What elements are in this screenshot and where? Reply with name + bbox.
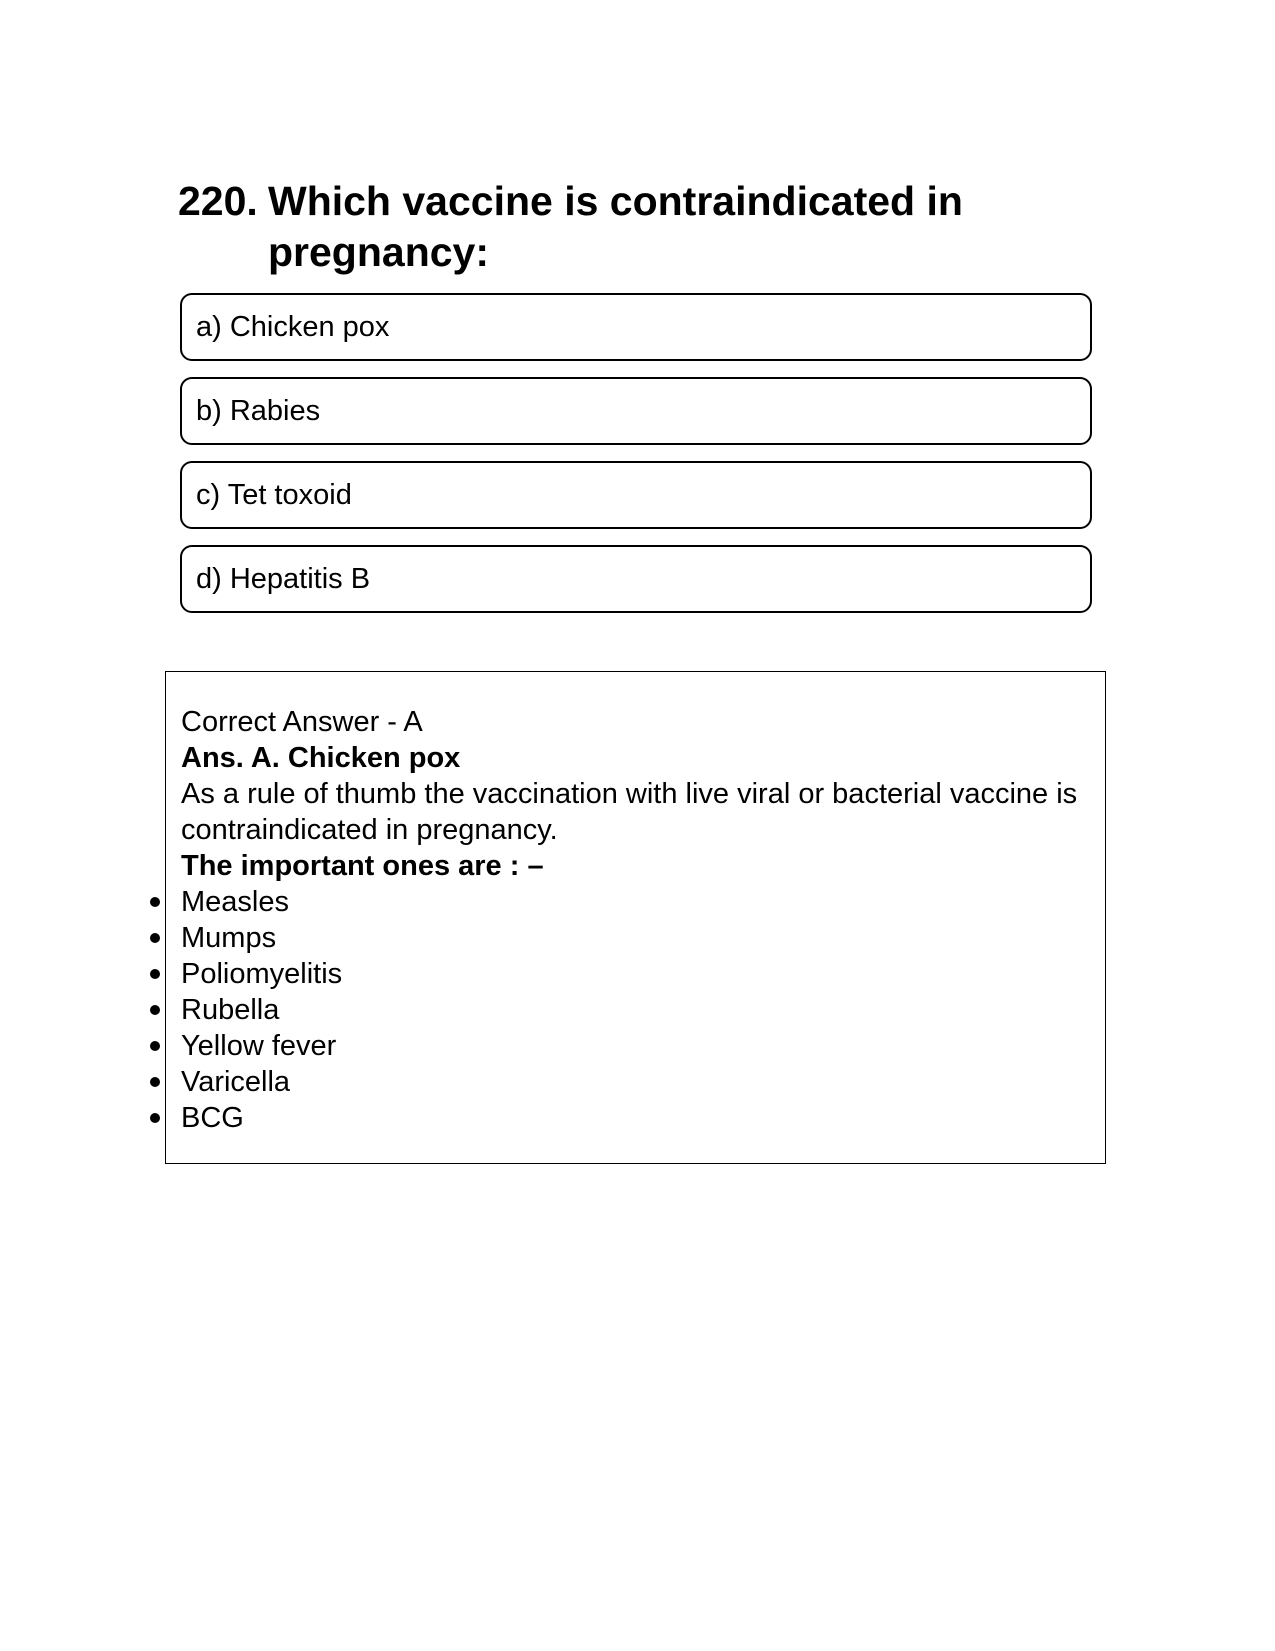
answer-explanation-box [165,671,1106,1164]
bullet-icon [150,1041,160,1051]
options-list [180,293,1092,629]
correct-answer-line: Correct Answer - A [181,706,423,738]
list-item-text: Poliomyelitis [181,958,343,990]
bullet-icon [150,1005,160,1015]
bullet-icon [150,933,160,943]
list-item [181,884,1091,920]
list-item [181,1100,1091,1136]
list-item-text: BCG [181,1102,244,1134]
question-text: Which vaccine is contraindicated in pregnancy: [268,178,963,275]
list-item-text: Mumps [181,922,277,954]
answer-title: Ans. A. Chicken pox [181,742,461,774]
bullet-icon [150,897,160,907]
list-item-text: Varicella [181,1066,291,1098]
option-d[interactable] [180,545,1092,613]
list-heading: The important ones are : – [181,850,544,882]
list-item [181,920,1091,956]
list-item-text: Yellow fever [181,1030,337,1062]
option-c[interactable] [180,461,1092,529]
option-label: d) Hepatitis B [196,562,371,595]
bullet-icon [150,1077,160,1087]
list-item [181,956,1091,992]
option-b[interactable] [180,377,1092,445]
list-item [181,992,1091,1028]
question-heading [178,176,1078,278]
option-a[interactable] [180,293,1092,361]
list-item-text: Rubella [181,994,280,1026]
list-item [181,1028,1091,1064]
answer-explanation: As a rule of thumb the vaccination with live viral or bacterial vaccine is contraindicated in pregnancy. [181,778,1078,846]
list-item-text: Measles [181,886,289,918]
option-label: b) Rabies [196,394,321,427]
option-label: a) Chicken pox [196,310,390,343]
bullet-icon [150,1113,160,1123]
bullet-icon [150,969,160,979]
option-label: c) Tet toxoid [196,478,352,511]
list-item [181,1064,1091,1100]
vaccine-list [181,884,1091,1136]
question-number: 220. [178,178,258,224]
